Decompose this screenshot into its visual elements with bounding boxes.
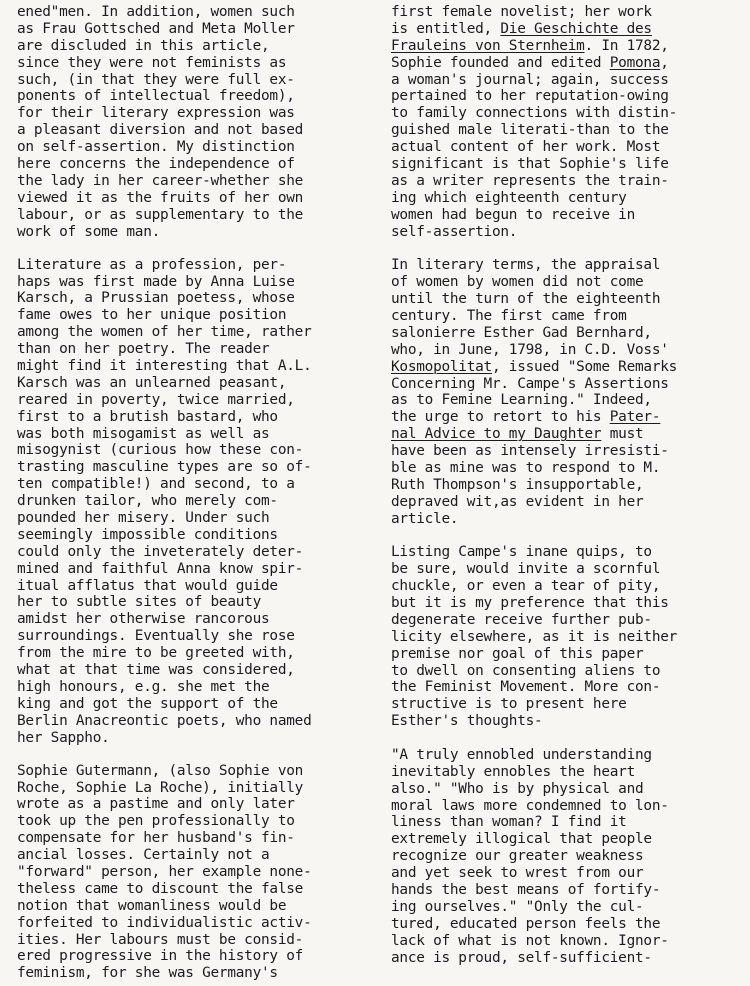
text-line: ten compatible!) and second, to a	[17, 476, 295, 493]
text-line: trasting masculine types are so of-	[17, 459, 312, 476]
text-line: as to Femine Learning." Indeed,	[391, 392, 652, 409]
text-line: self-assertion.	[391, 223, 518, 240]
text-line: than on her poetry. The reader	[17, 341, 270, 358]
text-line: moral laws more condemned to lon-	[391, 797, 669, 814]
text-line: to family connections with distin-	[391, 105, 678, 122]
text-line: Karsch, a Prussian poetess, whose	[17, 290, 295, 307]
text-line: inevitably ennobles the heart	[391, 763, 636, 780]
text-line: until the turn of the eighteenth	[391, 291, 661, 308]
text-line: took up the pen professionally to	[17, 813, 295, 830]
paragraph	[17, 763, 377, 983]
paragraph-gap	[391, 730, 750, 747]
text-line: Karsch was an unlearned peasant,	[17, 374, 287, 391]
text-line: a woman's journal; again, success	[391, 71, 669, 88]
text-line: are discluded in this article,	[17, 37, 270, 54]
text-line: nal Advice to my Daughter must	[391, 426, 644, 443]
text-line: extremely illogical that people	[391, 831, 652, 848]
text-line: ance is proud, self-sufficient-	[391, 949, 652, 966]
text-line: ponents of intellectual freedom),	[17, 88, 295, 105]
right-text-column	[391, 4, 750, 966]
text-line: fame owes to her unique position	[17, 307, 287, 324]
text-line: have been as intensely irresisti-	[391, 443, 669, 460]
text-line: also." "Who is by physical and	[391, 780, 644, 797]
text-line: a pleasant diversion and not based	[17, 122, 304, 139]
text-line: from the mire to be greeted with,	[17, 645, 295, 662]
text-line: In literary terms, the appraisal	[391, 257, 661, 274]
underlined-title: Kosmopolitat	[391, 358, 492, 375]
text-line: salonierre Esther Gad Bernhard,	[391, 324, 652, 341]
text-line: be sure, would invite a scornful	[391, 561, 661, 578]
paragraph	[17, 4, 377, 240]
text-line: liness than woman? I find it	[391, 814, 627, 831]
text-line: "forward" person, her example none-	[17, 864, 312, 881]
paragraph	[391, 257, 750, 527]
underlined-title: Pater-	[609, 409, 661, 426]
text-line: since they were not feminists as	[17, 54, 287, 71]
text-line: recognize our greater weakness	[391, 848, 644, 865]
text-line: ities. Her labours must be consid-	[17, 931, 304, 948]
text-line: forfeited to individualistic activ-	[17, 914, 312, 931]
paragraph-gap	[391, 240, 750, 257]
text-line: high honours, e.g. she met the	[17, 678, 270, 695]
text-line: ened"men. In addition, women such	[17, 4, 295, 20]
text-line: Literature as a profession, per-	[17, 256, 287, 273]
text-line: Ruth Thompson's insupportable,	[391, 476, 644, 493]
text-line: chuckle, or even a tear of pity,	[391, 578, 661, 595]
text-line: was both misogamist as well as	[17, 425, 270, 442]
text-line: her Sappho.	[17, 729, 110, 746]
text-line: but it is my preference that this	[391, 594, 669, 611]
text-line: premise nor goal of this paper	[391, 645, 644, 662]
underlined-title: Frauleins von Sternheim	[391, 37, 585, 54]
text-line: Sophie Gutermann, (also Sophie von	[17, 762, 304, 779]
text-line: pounded her misery. Under such	[17, 510, 270, 527]
text-line: actual content of her work. Most	[391, 139, 661, 156]
text-line: guished male literati-than to the	[391, 122, 669, 139]
text-line: significant is that Sophie's life	[391, 156, 669, 173]
text-line: king and got the support of the	[17, 695, 278, 712]
text-line: could only the inveterately deter-	[17, 543, 304, 560]
underlined-title: Die Geschichte des	[500, 20, 652, 37]
text-line: depraved wit,as evident in her	[391, 493, 644, 510]
text-line: women had begun to receive in	[391, 206, 636, 223]
text-line: Sophie founded and edited Pomona,	[391, 54, 669, 71]
text-line: Roche, Sophie La Roche), initially	[17, 779, 304, 796]
underlined-title: Pomona	[609, 54, 661, 71]
text-line: first to a brutish bastard, who	[17, 408, 278, 425]
text-line: century. The first came from	[391, 307, 627, 324]
text-line: is entitled, Die Geschichte des	[391, 20, 652, 37]
text-line: haps was first made by Anna Luise	[17, 273, 295, 290]
paragraph	[17, 257, 377, 747]
text-line: hands the best means of fortify-	[391, 882, 661, 899]
text-line: tured, educated person feels the	[391, 915, 661, 932]
text-line: Berlin Anacreontic poets, who named	[17, 712, 312, 729]
text-line: Concerning Mr. Campe's Assertions	[391, 375, 669, 392]
text-line: the Feminist Movement. More con-	[391, 679, 661, 696]
text-line: to dwell on consenting aliens to	[391, 662, 661, 679]
text-line: ancial losses. Certainly not a	[17, 847, 270, 864]
text-line: Listing Campe's inane quips, to	[391, 544, 652, 561]
text-line: ing which eighteenth century	[391, 189, 627, 206]
text-line: here concerns the independence of	[17, 156, 295, 173]
text-line: amidst her otherwise rancorous	[17, 611, 270, 628]
text-line: as Frau Gottsched and Meta Moller	[17, 20, 295, 37]
text-line: notion that womanliness would be	[17, 897, 287, 914]
text-line: as a writer represents the train-	[391, 172, 669, 189]
text-line: might find it interesting that A.L.	[17, 358, 312, 374]
text-line: ble as mine was to respond to M.	[391, 459, 661, 476]
paragraph-gap	[391, 528, 750, 545]
text-line: structive is to present here	[391, 696, 627, 713]
text-line: itual afflatus that would guide	[17, 577, 278, 594]
text-line: licity elsewhere, as it is neither	[391, 628, 678, 645]
text-line: Kosmopolitat, issued "Some Remarks	[391, 358, 678, 375]
text-line: lack of what is not known. Ignor-	[391, 932, 669, 949]
text-line: and yet seek to wrest from our	[391, 865, 644, 882]
paragraph-gap	[17, 240, 377, 256]
text-line: labour, or as supplementary to the	[17, 206, 304, 223]
text-line: the lady in her career-whether she	[17, 172, 304, 189]
text-line: such, (in that they were full ex-	[17, 71, 295, 88]
text-line: reared in poverty, twice married,	[17, 391, 295, 408]
text-line: first female novelist; her work	[391, 4, 652, 20]
text-line: degenerate receive further pub-	[391, 611, 652, 628]
paragraph	[391, 544, 750, 730]
text-line: "A truly ennobled understanding	[391, 746, 652, 763]
text-line: ing ourselves." "Only the cul-	[391, 898, 644, 915]
text-line: wrote as a pastime and only later	[17, 796, 295, 813]
paragraph	[391, 747, 750, 967]
text-line: ered progressive in the history of	[17, 948, 304, 965]
text-line: seemingly impossible conditions	[17, 526, 278, 543]
text-line: her to subtle sites of beauty	[17, 594, 262, 611]
left-text-column	[17, 4, 377, 982]
text-line: feminism, for she was Germany's	[17, 965, 278, 982]
text-line: on self-assertion. My distinction	[17, 139, 295, 156]
text-line: surroundings. Eventually she rose	[17, 628, 295, 645]
text-line: Frauleins von Sternheim. In 1782,	[391, 37, 669, 54]
underlined-title: nal Advice to my Daughter	[391, 426, 602, 443]
paragraph-gap	[17, 746, 377, 762]
text-line: drunken tailor, who merely com-	[17, 493, 278, 510]
text-line: misogynist (curious how these con-	[17, 442, 304, 459]
text-line: mined and faithful Anna know spir-	[17, 560, 304, 577]
text-line: pertained to her reputation-owing	[391, 88, 669, 105]
text-line: among the women of her time, rather	[17, 324, 312, 341]
text-line: compensate for her husband's fin-	[17, 830, 295, 847]
paragraph	[391, 4, 750, 240]
text-line: who, in June, 1798, in C.D. Voss'	[391, 341, 669, 358]
text-line: viewed it as the fruits of her own	[17, 189, 304, 206]
text-line: Esther's thoughts-	[391, 713, 543, 730]
text-line: work of some man.	[17, 223, 161, 240]
text-line: what at that time was considered,	[17, 662, 295, 679]
text-line: of women by women did not come	[391, 274, 644, 291]
text-line: article.	[391, 510, 459, 527]
text-line: theless came to discount the false	[17, 880, 304, 897]
text-line: for their literary expression was	[17, 105, 295, 122]
text-line: the urge to retort to his Pater-	[391, 409, 661, 426]
